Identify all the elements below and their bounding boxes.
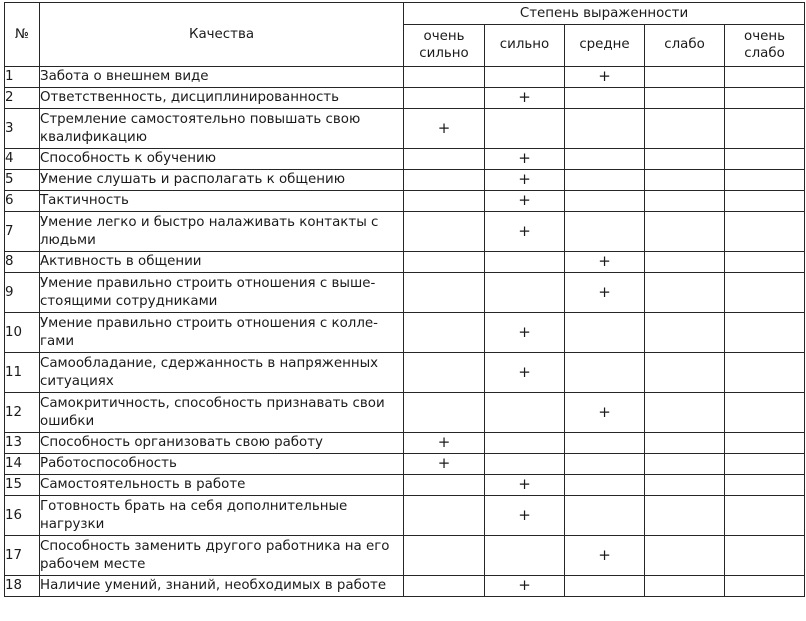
degree-mark	[565, 454, 645, 475]
quality-name: Активность в общении	[40, 252, 404, 273]
degree-mark	[485, 454, 565, 475]
degree-mark: +	[565, 536, 645, 576]
row-number: 10	[5, 313, 40, 353]
degree-mark	[645, 149, 725, 170]
degree-mark	[725, 576, 805, 597]
table-row	[5, 109, 805, 149]
quality-name: Ответственность, дисциплинированность	[40, 88, 404, 109]
degree-mark	[725, 536, 805, 576]
degree-mark: +	[565, 67, 645, 88]
header-very-strong: очень сильно	[404, 25, 485, 67]
table-body	[5, 67, 805, 597]
degree-mark	[565, 475, 645, 496]
degree-mark	[485, 536, 565, 576]
degree-mark	[404, 536, 485, 576]
row-number: 14	[5, 454, 40, 475]
row-number: 7	[5, 212, 40, 252]
degree-mark	[404, 576, 485, 597]
quality-name: Умение правильно строить отношения с колле-гами	[40, 313, 404, 353]
degree-mark	[404, 149, 485, 170]
degree-mark	[565, 353, 645, 393]
row-number: 8	[5, 252, 40, 273]
degree-mark: +	[485, 88, 565, 109]
row-number: 12	[5, 393, 40, 433]
degree-mark	[645, 170, 725, 191]
degree-mark	[404, 191, 485, 212]
header-quality: Качества	[40, 3, 404, 67]
degree-mark	[645, 353, 725, 393]
degree-mark	[565, 212, 645, 252]
row-number: 11	[5, 353, 40, 393]
degree-mark	[645, 433, 725, 454]
degree-mark	[565, 313, 645, 353]
degree-mark	[565, 170, 645, 191]
degree-mark	[645, 273, 725, 313]
degree-mark	[645, 109, 725, 149]
quality-name: Умение правильно строить отношения с выше-стоящими сотрудниками	[40, 273, 404, 313]
degree-mark: +	[485, 496, 565, 536]
degree-mark: +	[485, 191, 565, 212]
quality-name: Способность к обучению	[40, 149, 404, 170]
row-number: 4	[5, 149, 40, 170]
table-row	[5, 576, 805, 597]
degree-mark	[645, 212, 725, 252]
degree-mark	[404, 170, 485, 191]
degree-mark	[565, 149, 645, 170]
degree-mark: +	[485, 149, 565, 170]
quality-name: Наличие умений, знаний, необходимых в работе	[40, 576, 404, 597]
table-row	[5, 67, 805, 88]
degree-mark	[645, 576, 725, 597]
degree-mark	[645, 88, 725, 109]
degree-mark	[485, 393, 565, 433]
table-row	[5, 149, 805, 170]
quality-name: Забота о внешнем виде	[40, 67, 404, 88]
row-number: 17	[5, 536, 40, 576]
degree-mark	[645, 454, 725, 475]
table-row	[5, 88, 805, 109]
degree-mark	[725, 313, 805, 353]
degree-mark	[725, 212, 805, 252]
degree-mark: +	[485, 576, 565, 597]
degree-mark	[645, 393, 725, 433]
degree-mark	[725, 353, 805, 393]
row-number: 1	[5, 67, 40, 88]
quality-name: Работоспособность	[40, 454, 404, 475]
degree-mark	[565, 191, 645, 212]
table-row	[5, 454, 805, 475]
table-row	[5, 433, 805, 454]
degree-mark	[645, 313, 725, 353]
degree-mark: +	[485, 170, 565, 191]
degree-mark	[485, 109, 565, 149]
row-number: 9	[5, 273, 40, 313]
degree-mark	[565, 88, 645, 109]
degree-mark	[725, 67, 805, 88]
table-row	[5, 170, 805, 191]
degree-mark	[725, 109, 805, 149]
degree-mark	[645, 67, 725, 88]
degree-mark	[485, 67, 565, 88]
degree-mark	[645, 252, 725, 273]
degree-mark	[725, 170, 805, 191]
degree-mark	[404, 212, 485, 252]
row-number: 18	[5, 576, 40, 597]
degree-mark	[404, 313, 485, 353]
qualities-table	[4, 2, 805, 597]
degree-mark	[404, 252, 485, 273]
row-number: 13	[5, 433, 40, 454]
degree-mark	[565, 576, 645, 597]
header-degree-group: Степень выраженности	[404, 3, 805, 25]
header-strong: сильно	[485, 25, 565, 67]
quality-name: Способность организовать свою работу	[40, 433, 404, 454]
degree-mark	[645, 475, 725, 496]
degree-mark	[404, 88, 485, 109]
row-number: 2	[5, 88, 40, 109]
quality-name: Самообладание, сдержанность в напряженных ситуациях	[40, 353, 404, 393]
table-row	[5, 475, 805, 496]
table-row	[5, 212, 805, 252]
degree-mark	[645, 496, 725, 536]
quality-name: Самокритичность, способность признавать свои ошибки	[40, 393, 404, 433]
table-row	[5, 536, 805, 576]
degree-mark: +	[485, 212, 565, 252]
degree-mark	[404, 475, 485, 496]
degree-mark	[404, 67, 485, 88]
degree-mark: +	[565, 393, 645, 433]
quality-name: Умение слушать и располагать к общению	[40, 170, 404, 191]
table-row	[5, 393, 805, 433]
degree-mark: +	[485, 313, 565, 353]
quality-name: Самостоятельность в работе	[40, 475, 404, 496]
degree-mark	[565, 496, 645, 536]
degree-mark	[404, 496, 485, 536]
degree-mark	[725, 433, 805, 454]
table-row	[5, 191, 805, 212]
degree-mark	[565, 109, 645, 149]
row-number: 16	[5, 496, 40, 536]
table-row	[5, 353, 805, 393]
header-very-weak: очень слабо	[725, 25, 805, 67]
degree-mark: +	[485, 353, 565, 393]
row-number: 6	[5, 191, 40, 212]
degree-mark: +	[565, 273, 645, 313]
degree-mark	[725, 273, 805, 313]
row-number: 5	[5, 170, 40, 191]
degree-mark	[565, 433, 645, 454]
quality-name: Умение легко и быстро налаживать контакты с людьми	[40, 212, 404, 252]
degree-mark	[725, 393, 805, 433]
degree-mark: +	[404, 109, 485, 149]
header-number: №	[5, 3, 40, 67]
table-row	[5, 313, 805, 353]
quality-name: Готовность брать на себя дополнительные нагрузки	[40, 496, 404, 536]
row-number: 3	[5, 109, 40, 149]
degree-mark	[645, 191, 725, 212]
degree-mark	[725, 496, 805, 536]
degree-mark	[485, 252, 565, 273]
degree-mark	[725, 88, 805, 109]
degree-mark	[725, 475, 805, 496]
degree-mark	[645, 536, 725, 576]
row-number: 15	[5, 475, 40, 496]
degree-mark	[404, 393, 485, 433]
degree-mark	[725, 191, 805, 212]
table-row	[5, 273, 805, 313]
quality-name: Стремление самостоятельно повышать свою квалификацию	[40, 109, 404, 149]
degree-mark: +	[565, 252, 645, 273]
header-medium: средне	[565, 25, 645, 67]
degree-mark: +	[404, 454, 485, 475]
header-weak: слабо	[645, 25, 725, 67]
degree-mark: +	[485, 475, 565, 496]
table-row	[5, 496, 805, 536]
degree-mark	[485, 433, 565, 454]
degree-mark	[725, 149, 805, 170]
degree-mark	[404, 273, 485, 313]
degree-mark: +	[404, 433, 485, 454]
degree-mark	[725, 454, 805, 475]
table-row	[5, 252, 805, 273]
degree-mark	[725, 252, 805, 273]
quality-name: Тактичность	[40, 191, 404, 212]
degree-mark	[485, 273, 565, 313]
quality-name: Способность заменить другого работника на его рабочем месте	[40, 536, 404, 576]
degree-mark	[404, 353, 485, 393]
